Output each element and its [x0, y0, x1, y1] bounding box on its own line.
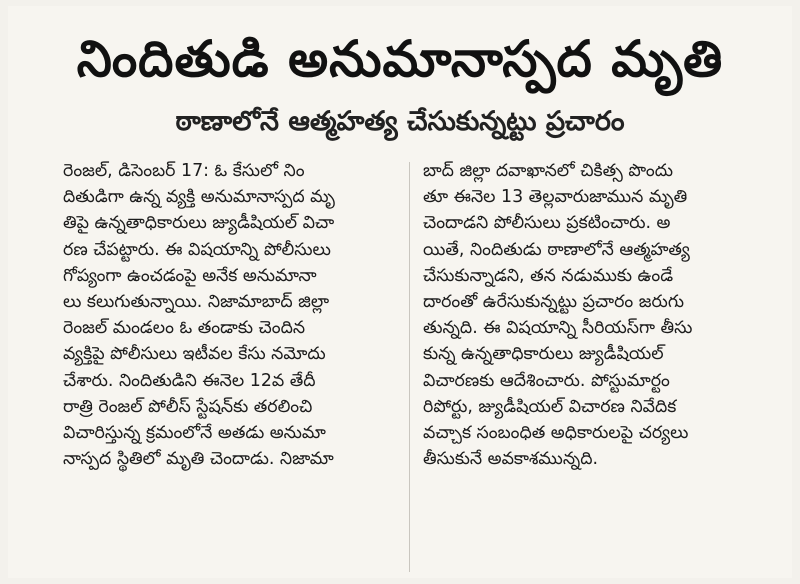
- text-line: లు కలుగుతున్నాయి. నిజామాబాద్ జిల్లా: [63, 292, 330, 313]
- text-line: రిపోర్టు, జ్యుడీషియల్ విచారణ నివేదిక: [423, 396, 677, 417]
- text-line: తున్నది. ఈ విషయాన్ని సీరియస్‌గా తీసు: [423, 318, 693, 339]
- text-line: చేసుకున్నాడని, తన నడుముకు ఉండే: [423, 265, 674, 286]
- text-line: దారంతో ఉరేసుకున్నట్టు ప్రచారం జరుగు: [423, 292, 684, 313]
- newspaper-clipping: [8, 6, 792, 578]
- text-line: కున్న ఉన్నతాధికారులు జ్యుడీషియల్: [423, 344, 664, 365]
- text-line: చేశారు. నిందితుడిని ఈనెల 12వ తేదీ: [63, 370, 316, 391]
- text-line: యితే, నిందితుడు ఠాణాలోనే ఆత్మహత్య: [423, 239, 690, 260]
- text-line: రాత్రి రెంజల్ పోలీస్ స్టేషన్‌కు తరలించి: [63, 396, 313, 417]
- text-line: చెందాడని పోలీసులు ప్రకటించారు. అ: [423, 213, 671, 234]
- text-line: దితుడిగా ఉన్న వ్యక్తి అనుమానాస్పద మృ: [63, 187, 335, 208]
- subheadline: ఠాణాలోనే ఆత్మహత్య చేసుకున్నట్టు ప్రచారం: [175, 106, 625, 137]
- text-line: వచ్చాక సంబంధిత అధికారులపై చర్యలు: [423, 423, 689, 444]
- article-column-left: [63, 158, 403, 578]
- text-line: నాస్పద స్థితిలో మృతి చెందాడు. నిజామా: [63, 449, 334, 470]
- text-line: తీసుకునే అవకాశమున్నది.: [423, 449, 598, 470]
- text-line: తూ ఈనెల 13 తెల్లవారుజామున మృతి: [423, 187, 688, 208]
- text-line: విచారిస్తున్న క్రమంలోనే అతడు అనుమా: [63, 423, 326, 444]
- text-line: వ్యక్తిపై పోలీసులు ఇటీవల కేసు నమోదు: [63, 344, 326, 365]
- text-line: రెంజల్ మండలం ఓ తండాకు చెందిన: [63, 318, 306, 339]
- article-column-right: [423, 158, 768, 578]
- text-line: రెంజల్, డిసెంబర్ 17: ఓ కేసులో నిం: [63, 161, 305, 181]
- headline: నిందితుడి అనుమానాస్పద మృతి: [76, 30, 724, 88]
- column-divider: [409, 162, 410, 572]
- text-line: రణ చేపట్టారు. ఈ విషయాన్ని పోలీసులు: [63, 239, 331, 260]
- text-line: తిపై ఉన్నతాధికారులు జ్యుడీషియల్ విచా: [63, 213, 335, 234]
- text-line: విచారణకు ఆదేశించారు. పోస్టుమార్టం: [423, 370, 670, 391]
- text-line: గోప్యంగా ఉంచడంపై అనేక అనుమానా: [63, 265, 317, 286]
- text-line: బాద్ జిల్లా దవాఖానలో చికిత్స పొందు: [423, 161, 673, 181]
